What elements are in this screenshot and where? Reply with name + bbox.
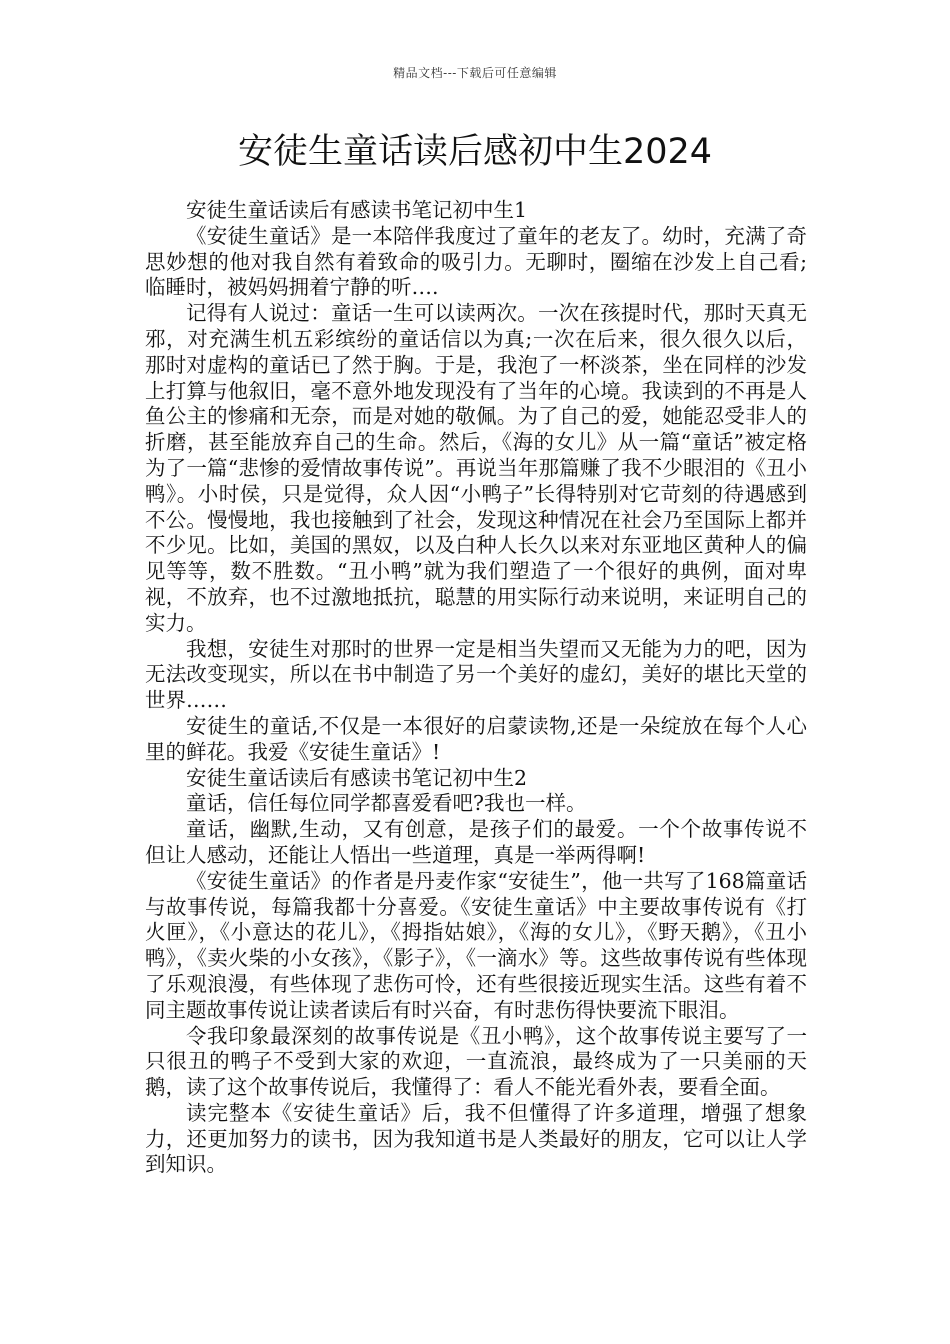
paragraph: 童话，幽默,生动，又有创意，是孩子们的最爱。一个个故事传说不但让人感动，还能让人悟出一些道理，真是一举两得啊! [145,817,807,867]
header-note: 精品文档---下载后可任意编辑 [393,66,557,80]
paragraph: 令我印象最深刻的故事传说是《丑小鸭》，这个故事传说主要写了一只很丑的鸭子不受到大家的欢迎，一直流浪，最终成为了一只美丽的天鹅，读了这个故事传说后，我懂得了：看人不能光看外表，要看全面。 [145,1023,807,1100]
paragraph-section-heading-2: 安徒生童话读后有感读书笔记初中生2 [186,765,528,790]
paragraph: 童话，信任每位同学都喜爱看吧?我也一样。 [186,791,587,816]
paragraph: 安徒生的童话,不仅是一本很好的启蒙读物,还是一朵绽放在每个人心里的鲜花。我爱《安徒生童话》! [145,713,807,764]
paragraph: 《安徒生童话》是一本陪伴我度过了童年的老友了。幼时，充满了奇思妙想的他对我自然有着致命的吸引力。无聊时，圈缩在沙发上自己看;临睡时，被妈妈拥着宁静的听…. [145,223,807,300]
document-body [145,198,807,1178]
paragraph: 我想，安徒生对那时的世界一定是相当失望而又无能为力的吧，因为无法改变现实，所以在书中制造了另一个美好的虚幻，美好的堪比天堂的世界…… [145,636,807,713]
paragraph: 《安徒生童话》的作者是丹麦作家“安徒生”，他一共写了168篇童话与故事传说，每篇我都十分喜爱。《安徒生童话》中主要故事传说有《打火匣》，《小意达的花儿》，《拇指姑娘》，《海的女儿》，《野天鹅》，《丑小鸭》，《卖火柴的小女孩》，《影子》，《一滴水》等。这些故事传说有些体现了乐观浪漫，有些体现了悲伤可怜，还有些很接近现实生活。这些有着不同主题故事传说让读者读后有时兴奋，有时悲伤得快要流下眼泪。 [145,868,807,1022]
document-title: 安徒生童话读后感初中生2024 [237,132,713,172]
paragraph: 读完整本《安徒生童话》后，我不但懂得了许多道理，增强了想象力，还更加努力的读书，因为我知道书是人类最好的朋友，它可以让人学到知识。 [145,1100,807,1177]
paragraph: 记得有人说过：童话一生可以读两次。一次在孩提时代，那时天真无邪，对充满生机五彩缤纷的童话信以为真;一次在后来，很久很久以后，那时对虚构的童话已了然于胸。于是，我泡了一杯淡茶，坐在同样的沙发上打算与他叙旧，毫不意外地发现没有了当年的心境。我读到的不再是人鱼公主的惨痛和无奈，而是对她的敬佩。为了自己的爱，她能忍受非人的折磨，甚至能放弃自己的生命。然后，《海的女儿》从一篇“童话”被定格为了一篇“悲惨的爱情故事传说”。再说当年那篇赚了我不少眼泪的《丑小鸭》。小时侯，只是觉得，众人因“小鸭子”长得特别对它苛刻的待遇感到不公。慢慢地，我也接触到了社会，发现这种情况在社会乃至国际上都并不少见。比如，美国的黑奴，以及白种人长久以来对东亚地区黄种人的偏见等等，数不胜数。“丑小鸭”就为我们塑造了一个很好的典例，面对卑视，不放弃，也不过激地抵抗，聪慧的用实际行动来说明，来证明自己的实力。 [145,301,807,635]
paragraph-section-heading-1: 安徒生童话读后有感读书笔记初中生1 [186,198,528,222]
